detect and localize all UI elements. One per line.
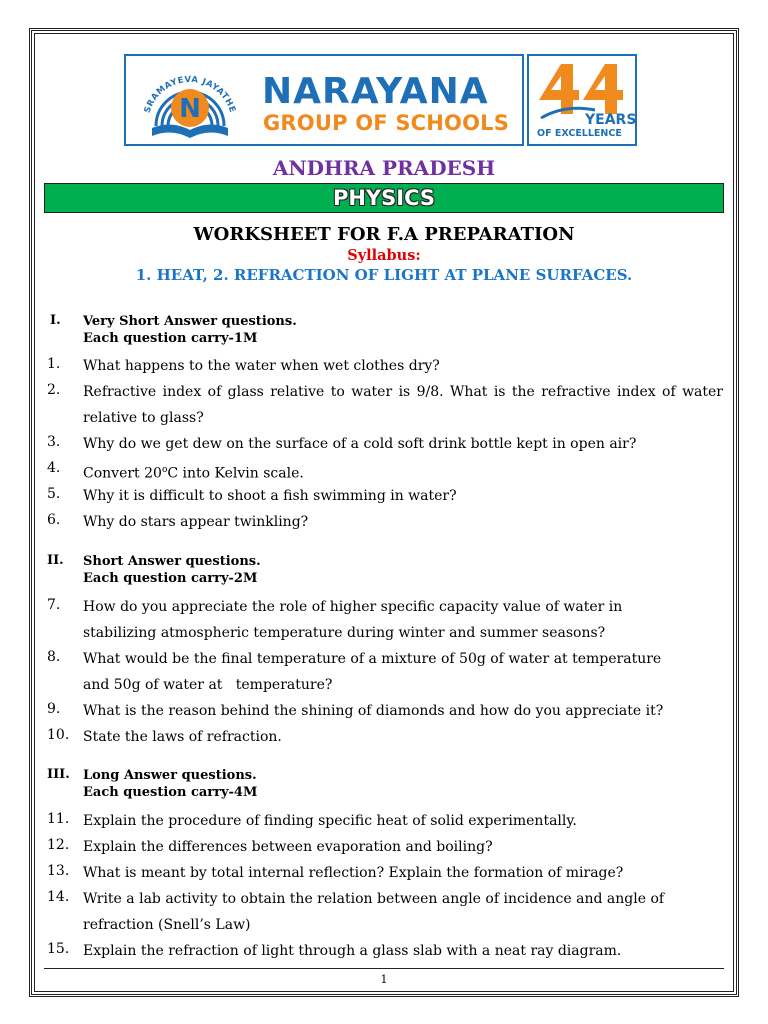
- section-marks: Each question carry-1M: [83, 331, 258, 346]
- section-header: [83, 553, 261, 587]
- question-text: [83, 886, 723, 938]
- section-title: Long Answer questions.: [83, 768, 257, 783]
- question-text: State the laws of refraction.: [83, 729, 282, 745]
- section-header: [83, 767, 257, 801]
- question-number: 5.: [47, 486, 61, 502]
- question-text: Explain the differences between evaporation and boiling?: [83, 839, 493, 855]
- section-number: II.: [47, 553, 64, 568]
- question-number: 6.: [47, 512, 61, 528]
- years-subtitle: OF EXCELLENCE: [537, 128, 622, 139]
- brand-name: NARAYANA: [262, 71, 489, 112]
- question-text-part: C into Kelvin scale.: [167, 465, 304, 482]
- syllabus-topics: 1. HEAT, 2. REFRACTION OF LIGHT AT PLANE SURFACES.: [135, 266, 633, 284]
- question-number: 9.: [47, 701, 61, 717]
- page-number: 1: [380, 973, 388, 986]
- question-number: 15.: [47, 941, 70, 957]
- section-title: Short Answer questions.: [83, 554, 261, 569]
- question-line: Write a lab activity to obtain the relation between angle of incidence and angle of: [83, 891, 665, 907]
- question-text: [83, 594, 723, 646]
- narayana-logo: [124, 54, 524, 146]
- question-number: 1.: [47, 356, 61, 372]
- question-line: and 50g of water at temperature?: [83, 677, 333, 693]
- question-text: Explain the refraction of light through a glass slab with a neat ray diagram.: [83, 943, 622, 959]
- question-text: Why it is difficult to shoot a fish swimming in water?: [83, 488, 457, 504]
- narayana-emblem-icon: [138, 62, 242, 142]
- question-line: stabilizing atmospheric temperature during winter and summer seasons?: [83, 625, 606, 641]
- question-number: 10.: [47, 727, 70, 743]
- question-text: What is meant by total internal reflection? Explain the formation of mirage?: [83, 865, 624, 881]
- question-text: Why do stars appear twinkling?: [83, 514, 309, 530]
- years-label: YEARS: [585, 112, 637, 128]
- question-line: refraction (Snell’s Law): [83, 917, 251, 933]
- question-text: Why do we get dew on the surface of a cold soft drink bottle kept in open air?: [83, 436, 637, 452]
- question-number: 3.: [47, 434, 61, 450]
- question-number: 14.: [47, 889, 70, 905]
- emblem-motto: SRAMAYEVA JAYATHE: [142, 74, 238, 115]
- question-line: How do you appreciate the role of higher specific capacity value of water in: [83, 599, 623, 615]
- question-line: What would be the final temperature of a mixture of 50g of water at temperature: [83, 651, 662, 667]
- question-number: 4.: [47, 460, 61, 476]
- section-header: [83, 313, 297, 347]
- question-number: 12.: [47, 837, 70, 853]
- brand-subtitle: GROUP OF SCHOOLS: [263, 111, 510, 135]
- question-text: Explain the procedure of finding specific heat of solid experimentally.: [83, 813, 577, 829]
- question-number: 2.: [47, 382, 61, 398]
- footer-divider: [44, 968, 724, 969]
- subject-banner: [44, 183, 724, 213]
- section-number: III.: [47, 767, 70, 782]
- section-marks: Each question carry-4M: [83, 785, 258, 800]
- question-text: [83, 646, 723, 698]
- question-text: What happens to the water when wet clothes dry?: [83, 358, 440, 374]
- syllabus-label: Syllabus:: [347, 247, 421, 264]
- subject-title: PHYSICS: [332, 186, 436, 210]
- section-title: Very Short Answer questions.: [83, 314, 297, 329]
- question-text-part: Convert 20: [83, 465, 162, 482]
- state-heading: ANDHRA PRADESH: [272, 156, 496, 180]
- question-text: What is the reason behind the shining of diamonds and how do you appreciate it?: [83, 703, 664, 719]
- question-number: 7.: [47, 597, 61, 613]
- emblem-letter: N: [179, 94, 201, 124]
- question-number: 13.: [47, 863, 70, 879]
- years-of-excellence-badge: [527, 54, 637, 146]
- question-text: Refractive index of glass relative to water is 9/8. What is the refractive index of water relative to glass?: [83, 384, 723, 426]
- degree-superscript: o: [161, 465, 168, 475]
- question-number: 8.: [47, 649, 61, 665]
- section-marks: Each question carry-2M: [83, 571, 258, 586]
- question-number: 11.: [47, 811, 70, 827]
- section-number: I.: [50, 313, 61, 328]
- worksheet-title: WORKSHEET FOR F.A PREPARATION: [193, 224, 575, 245]
